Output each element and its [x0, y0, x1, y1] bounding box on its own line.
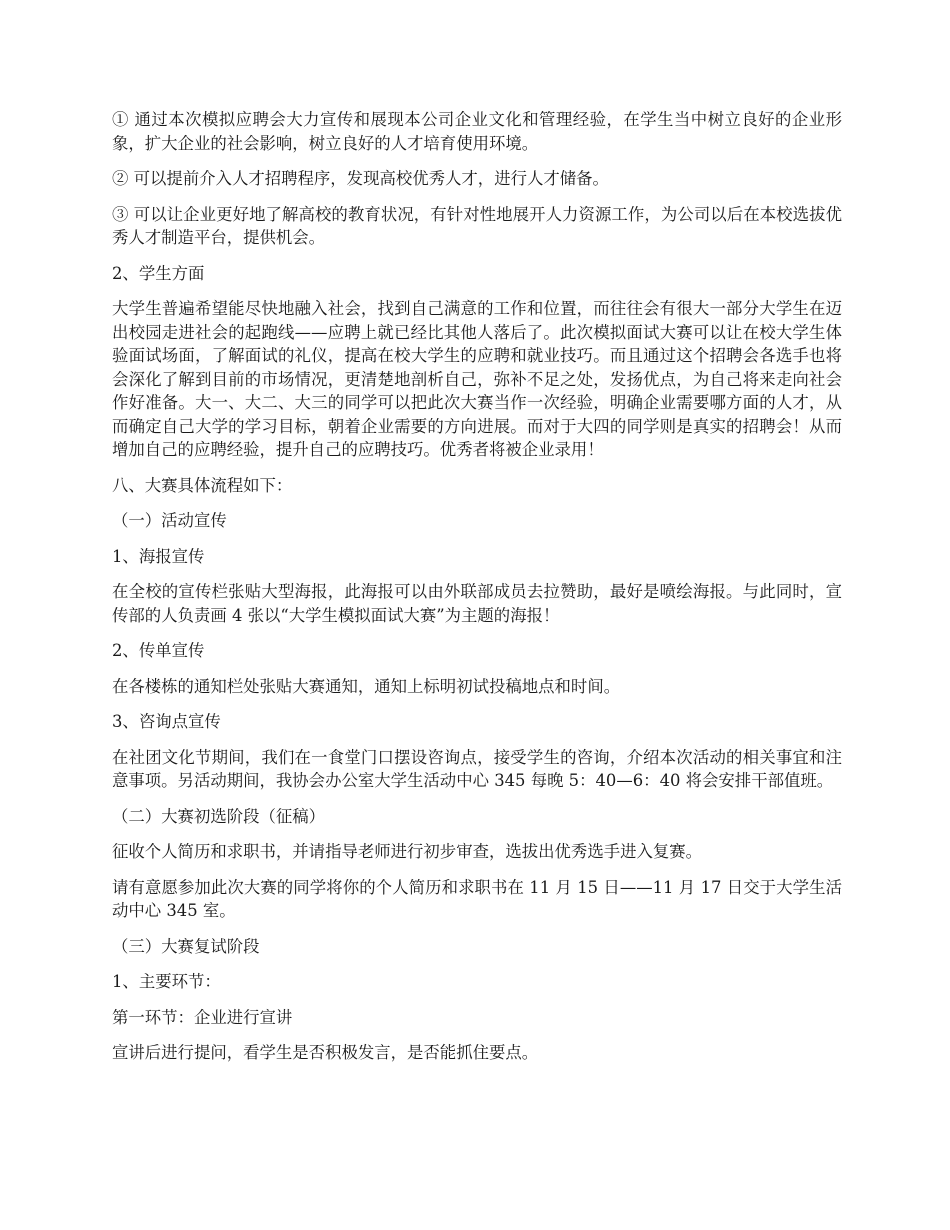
paragraph-student-benefit: 大学生普遍希望能尽快地融入社会，找到自己满意的工作和位置，而往往会有很大一部分大学生在迈出校园走进社会的起跑线——应聘上就已经比其他人落后了。此次模拟面试大赛可以让在校大学生体验面试场面，了解面试的礼仪，提高在校大学生的应聘和就业技巧。而且通过这个招聘会各选手也将会深化了解到目前的市场情况，更清楚地剖析自己，弥补不足之处，发扬优点，为自己将来走向社会作好准备。大一、大二、大三的同学可以把此次大赛当作一次经验，明确企业需要哪方面的人才，从而确定自己大学的学习目标，朝着企业需要的方向进展。而对于大四的同学则是真实的招聘会！从而增加自己的应聘经验，提升自己的应聘技巧。优秀者将被企业录用！ [112, 299, 842, 459]
document-body [112, 108, 842, 1077]
heading-consultation-promotion: 3、咨询点宣传 [112, 712, 221, 731]
paragraph-goal-2: ② 可以提前介入人才招聘程序，发现高校优秀人才，进行人才储备。 [112, 169, 609, 188]
paragraph-consultation-promotion: 在社团文化节期间，我们在一食堂门口摆设咨询点，接受学生的咨询，介绍本次活动的相关事宜和注意事项。另活动期间，我协会办公室大学生活动中心 345 每晚 5：40—6：40 将会安排干部值班。 [112, 747, 842, 790]
heading-contest-process: 八、大赛具体流程如下： [112, 475, 293, 495]
heading-first-segment: 第一环节：企业进行宣讲 [112, 1007, 293, 1027]
paragraph-preliminary-review: 征收个人简历和求职书，并请指导老师进行初步审查，选拔出优秀选手进入复赛。 [112, 842, 703, 861]
heading-main-segments: 1、主要环节： [112, 972, 221, 991]
heading-flyer-promotion: 2、传单宣传 [112, 641, 205, 660]
heading-promotion: （一）活动宣传 [112, 511, 227, 530]
paragraph-goal-1: ① 通过本次模拟应聘会大力宣传和展现本公司企业文化和管理经验，在学生当中树立良好的企业形象，扩大企业的社会影响，树立良好的人才培育使用环境。 [112, 110, 842, 153]
heading-student-aspect: 2、学生方面 [112, 263, 205, 283]
paragraph-flyer-promotion: 在各楼栋的通知栏处张贴大赛通知，通知上标明初试投稿地点和时间。 [112, 676, 621, 696]
heading-second-stage: （三）大赛复试阶段 [112, 936, 260, 956]
heading-poster-promotion: 1、海报宣传 [112, 546, 205, 566]
heading-preliminary-stage: （二）大赛初选阶段（征稿） [112, 806, 326, 826]
paragraph-goal-3: ③ 可以让企业更好地了解高校的教育状况，有针对性地展开人力资源工作，为公司以后在本校选拔优秀人才制造平台，提供机会。 [112, 204, 842, 247]
paragraph-first-segment: 宣讲后进行提问，看学生是否积极发言，是否能抓住要点。 [112, 1043, 539, 1062]
paragraph-submission-info: 请有意愿参加此次大赛的同学将你的个人简历和求职书在 11 月 15 日——11 月 17 日交于大学生活动中心 345 室。 [112, 877, 842, 920]
paragraph-poster-promotion: 在全校的宣传栏张贴大型海报，此海报可以由外联部成员去拉赞助，最好是喷绘海报。与此同时，宣传部的人负责画 4 张以“大学生模拟面试大赛”为主题的海报！ [112, 582, 842, 625]
